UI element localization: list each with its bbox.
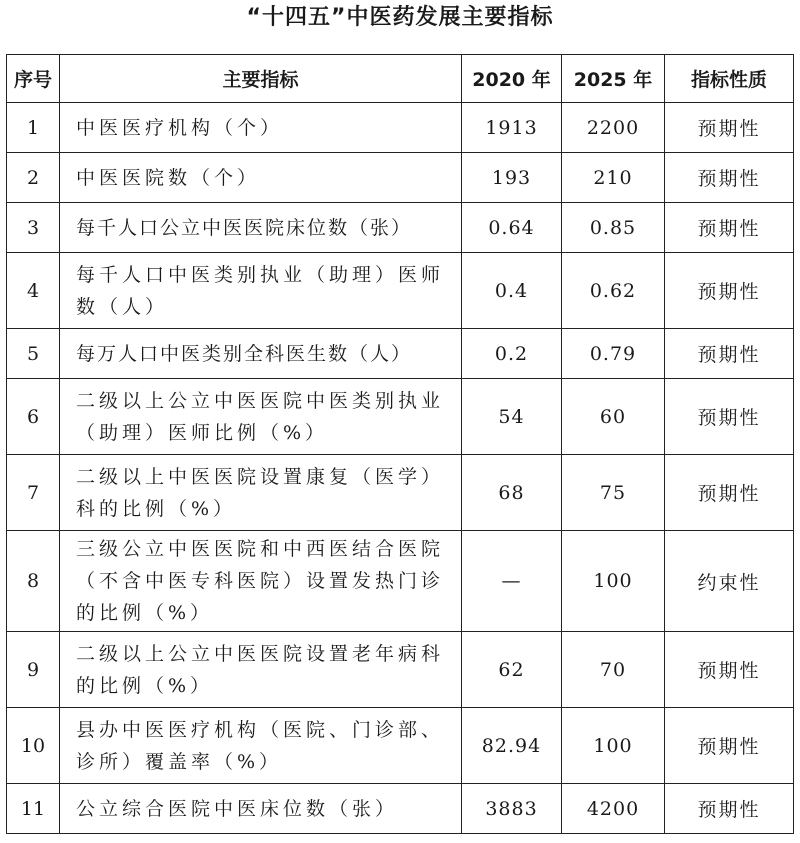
row-indicator: 中医医疗机构（个） [60,103,462,153]
row-value-2025: 60 [562,379,665,455]
row-value-2020: — [462,531,562,632]
table-row [7,531,794,632]
row-value-2025: 75 [562,455,665,531]
row-nature: 预期性 [665,253,794,329]
table-row [7,153,794,203]
page-title: “十四五”中医药发展主要指标 [246,5,554,30]
row-value-2020: 1913 [462,103,562,153]
row-index: 8 [7,531,60,632]
row-indicator: 中医医院数（个） [60,153,462,203]
table-row [7,708,794,784]
row-index: 5 [7,329,60,379]
row-value-2020: 0.4 [462,253,562,329]
row-value-2025: 100 [562,708,665,784]
row-value-2020: 82.94 [462,708,562,784]
table-row [7,632,794,708]
table-row [7,253,794,329]
table-row [7,379,794,455]
header-indicator: 主要指标 [60,55,462,103]
row-value-2020: 54 [462,379,562,455]
row-nature: 预期性 [665,153,794,203]
row-nature: 预期性 [665,708,794,784]
row-index: 10 [7,708,60,784]
row-indicator: 二级以上公立中医医院中医类别执业（助理）医师比例（%） [60,379,462,455]
row-value-2020: 193 [462,153,562,203]
row-index: 9 [7,632,60,708]
row-nature: 预期性 [665,203,794,253]
row-value-2025: 100 [562,531,665,632]
row-index: 6 [7,379,60,455]
row-indicator: 每万人口中医类别全科医生数（人） [60,329,462,379]
row-value-2025: 0.62 [562,253,665,329]
row-indicator: 公立综合医院中医床位数（张） [60,784,462,834]
table-row [7,784,794,834]
row-value-2020: 0.64 [462,203,562,253]
table-row [7,455,794,531]
row-nature: 预期性 [665,103,794,153]
header-2020: 2020 年 [462,55,562,103]
row-nature: 预期性 [665,329,794,379]
row-indicator: 每千人口中医类别执业（助理）医师数（人） [60,253,462,329]
table-header-row [7,55,794,103]
row-value-2025: 0.79 [562,329,665,379]
row-nature: 预期性 [665,632,794,708]
table-row [7,203,794,253]
row-value-2025: 210 [562,153,665,203]
row-index: 4 [7,253,60,329]
header-2025: 2025 年 [562,55,665,103]
row-indicator: 二级以上中医医院设置康复（医学）科的比例（%） [60,455,462,531]
indicators-table [6,54,794,834]
row-index: 7 [7,455,60,531]
row-nature: 预期性 [665,455,794,531]
row-index: 2 [7,153,60,203]
header-nature: 指标性质 [665,55,794,103]
row-value-2020: 0.2 [462,329,562,379]
row-index: 11 [7,784,60,834]
row-nature: 约束性 [665,531,794,632]
row-index: 3 [7,203,60,253]
row-indicator: 县办中医医疗机构（医院、门诊部、诊所）覆盖率（%） [60,708,462,784]
table-row [7,103,794,153]
row-value-2025: 70 [562,632,665,708]
row-value-2025: 2200 [562,103,665,153]
table-row [7,329,794,379]
row-value-2020: 68 [462,455,562,531]
row-indicator: 二级以上公立中医医院设置老年病科的比例（%） [60,632,462,708]
header-index: 序号 [7,55,60,103]
row-value-2025: 4200 [562,784,665,834]
row-value-2020: 62 [462,632,562,708]
row-indicator: 每千人口公立中医医院床位数（张） [60,203,462,253]
row-value-2025: 0.85 [562,203,665,253]
row-index: 1 [7,103,60,153]
row-indicator: 三级公立中医医院和中西医结合医院（不含中医专科医院）设置发热门诊的比例（%） [60,531,462,632]
row-nature: 预期性 [665,784,794,834]
row-value-2020: 3883 [462,784,562,834]
row-nature: 预期性 [665,379,794,455]
